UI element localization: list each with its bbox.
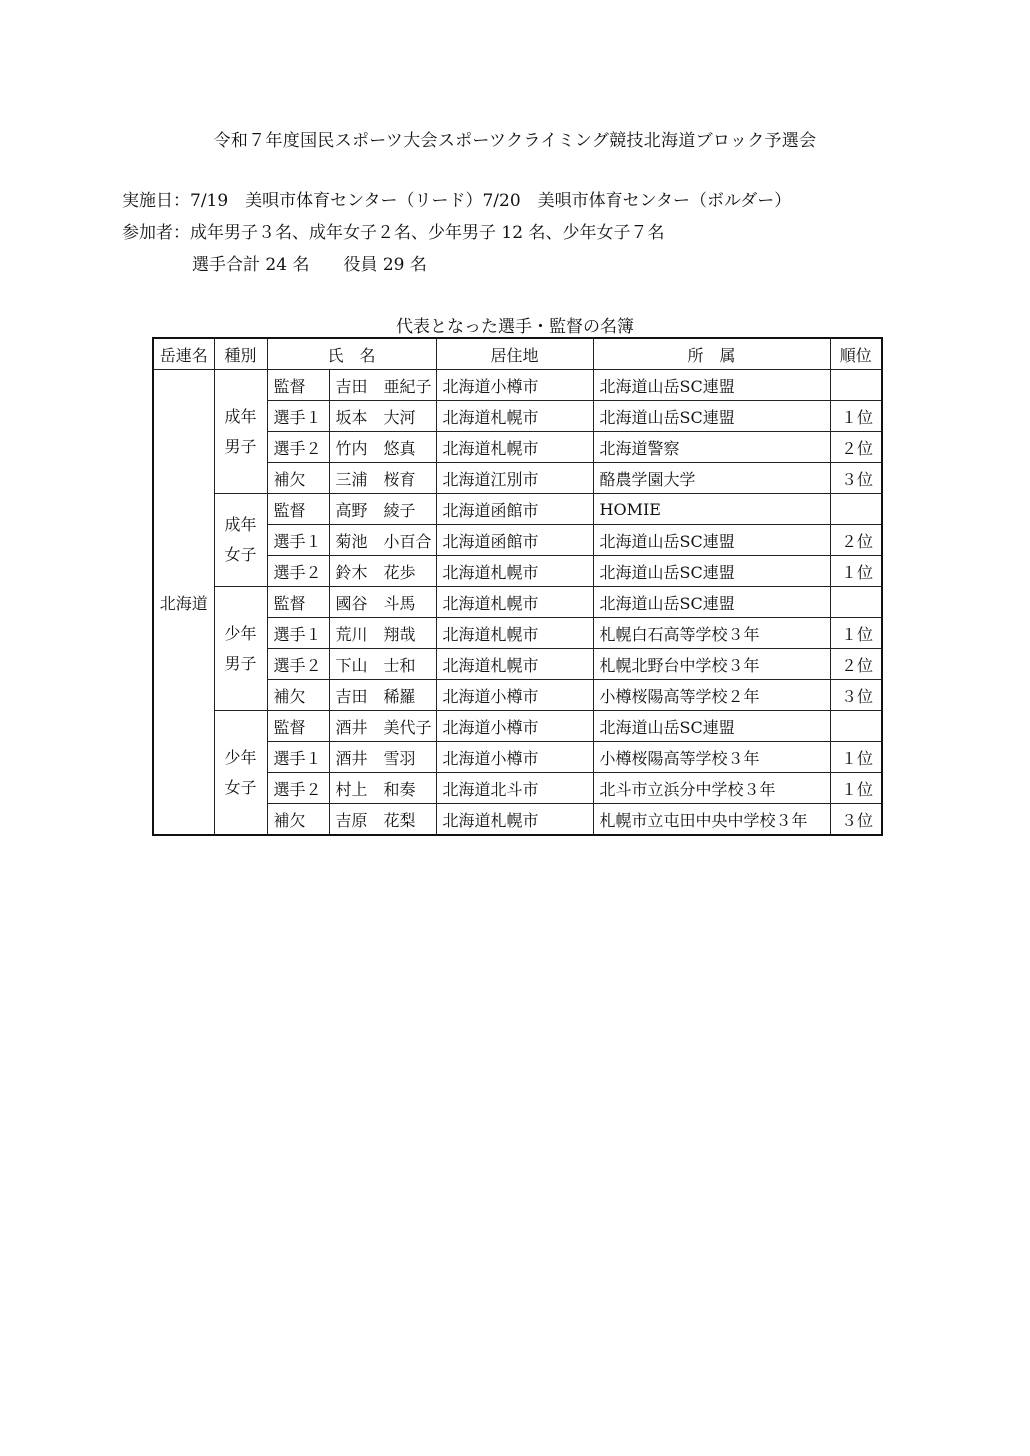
residence-cell: 北海道札幌市 — [436, 618, 593, 649]
residence-cell: 北海道北斗市 — [436, 773, 593, 804]
role-cell: 選手１ — [267, 401, 329, 432]
role-cell: 選手２ — [267, 773, 329, 804]
rank-cell: ２位 — [830, 432, 882, 463]
table-caption: 代表となった選手・監督の名簿 — [396, 317, 634, 337]
rank-cell — [830, 711, 882, 742]
table-row — [153, 587, 882, 618]
residence-cell: 北海道札幌市 — [436, 432, 593, 463]
name-cell: 下山 士和 — [329, 649, 436, 680]
residence-cell: 北海道函館市 — [436, 525, 593, 556]
rank-cell: ３位 — [830, 804, 882, 836]
rank-cell: １位 — [830, 742, 882, 773]
rank-cell: １位 — [830, 773, 882, 804]
category-line: 男子 — [224, 436, 257, 456]
residence-cell: 北海道小樽市 — [436, 711, 593, 742]
role-cell: 補欠 — [267, 804, 329, 836]
role-cell: 監督 — [267, 494, 329, 525]
header-affiliation: 所 属 — [593, 338, 830, 370]
rank-cell: ３位 — [830, 463, 882, 494]
name-cell: 酒井 雪羽 — [329, 742, 436, 773]
rank-cell: １位 — [830, 401, 882, 432]
affiliation-cell: 小樽桜陽高等学校２年 — [593, 680, 830, 711]
header-name: 氏 名 — [267, 338, 436, 370]
name-cell: 鈴木 花歩 — [329, 556, 436, 587]
affiliation-cell: 北海道山岳SC連盟 — [593, 370, 830, 401]
header-residence: 居住地 — [436, 338, 593, 370]
affiliation-cell: 北海道山岳SC連盟 — [593, 711, 830, 742]
role-cell: 監督 — [267, 587, 329, 618]
participants-totals: 選手合計 24 名 役員 29 名 — [192, 255, 427, 275]
name-cell: 菊池 小百合 — [329, 525, 436, 556]
residence-cell: 北海道小樽市 — [436, 370, 593, 401]
category-line: 少年 — [224, 623, 257, 643]
category-line: 女子 — [224, 777, 257, 797]
header-rank: 順位 — [830, 338, 882, 370]
rank-cell: １位 — [830, 556, 882, 587]
name-cell: 吉原 花梨 — [329, 804, 436, 836]
category-line: 成年 — [224, 515, 257, 534]
role-cell: 選手２ — [267, 649, 329, 680]
affiliation-cell: 札幌白石高等学校３年 — [593, 618, 830, 649]
name-cell: 坂本 大河 — [329, 401, 436, 432]
name-cell: 三浦 桜育 — [329, 463, 436, 494]
table-header-row — [153, 338, 882, 370]
residence-cell: 北海道札幌市 — [436, 401, 593, 432]
affiliation-cell: 札幌北野台中学校３年 — [593, 649, 830, 680]
role-cell: 監督 — [267, 711, 329, 742]
name-cell: 國谷 斗馬 — [329, 587, 436, 618]
category-cell — [214, 370, 267, 494]
event-dates-venues: 実施日：7/19 美唄市体育センター（リード）7/20 美唄市体育センター（ボルダー） — [122, 191, 792, 211]
header-category: 種別 — [214, 338, 267, 370]
affiliation-cell: 北海道山岳SC連盟 — [593, 401, 830, 432]
residence-cell: 北海道小樽市 — [436, 742, 593, 773]
role-cell: 補欠 — [267, 463, 329, 494]
role-cell: 選手１ — [267, 742, 329, 773]
affiliation-cell: 北斗市立浜分中学校３年 — [593, 773, 830, 804]
header-federation: 岳連名 — [153, 338, 214, 370]
role-cell: 選手２ — [267, 432, 329, 463]
affiliation-cell: 札幌市立屯田中央中学校３年 — [593, 804, 830, 836]
category-line: 成年 — [224, 406, 257, 426]
name-cell: 吉田 亜紀子 — [329, 370, 436, 401]
residence-cell: 北海道札幌市 — [436, 804, 593, 836]
table-row — [153, 370, 882, 401]
affiliation-cell: 小樽桜陽高等学校３年 — [593, 742, 830, 773]
category-line: 少年 — [224, 747, 257, 767]
name-cell: 高野 綾子 — [329, 494, 436, 525]
residence-cell: 北海道札幌市 — [436, 649, 593, 680]
role-cell: 補欠 — [267, 680, 329, 711]
residence-cell: 北海道小樽市 — [436, 680, 593, 711]
rank-cell: ２位 — [830, 649, 882, 680]
name-cell: 酒井 美代子 — [329, 711, 436, 742]
role-cell: 選手２ — [267, 556, 329, 587]
document-title: 令和７年度国民スポーツ大会スポーツクライミング競技北海道ブロック予選会 — [213, 131, 817, 151]
category-cell — [214, 711, 267, 836]
category-line: 男子 — [224, 653, 257, 673]
name-cell: 荒川 翔哉 — [329, 618, 436, 649]
category-line: 女子 — [224, 545, 257, 564]
rank-cell — [830, 494, 882, 525]
role-cell: 監督 — [267, 370, 329, 401]
affiliation-cell: 酪農学園大学 — [593, 463, 830, 494]
affiliation-cell: HOMIE — [593, 494, 830, 525]
role-cell: 選手１ — [267, 618, 329, 649]
role-cell: 選手１ — [267, 525, 329, 556]
name-cell: 吉田 稀羅 — [329, 680, 436, 711]
affiliation-cell: 北海道山岳SC連盟 — [593, 587, 830, 618]
table-row — [153, 711, 882, 742]
residence-cell: 北海道函館市 — [436, 494, 593, 525]
residence-cell: 北海道江別市 — [436, 463, 593, 494]
rank-cell: ２位 — [830, 525, 882, 556]
category-cell — [214, 494, 267, 587]
affiliation-cell: 北海道山岳SC連盟 — [593, 525, 830, 556]
name-cell: 竹内 悠真 — [329, 432, 436, 463]
category-cell — [214, 587, 267, 711]
name-cell: 村上 和奏 — [329, 773, 436, 804]
rank-cell: ３位 — [830, 680, 882, 711]
table-row — [153, 494, 882, 525]
roster-table — [152, 337, 883, 836]
affiliation-cell: 北海道警察 — [593, 432, 830, 463]
residence-cell: 北海道札幌市 — [436, 587, 593, 618]
affiliation-cell: 北海道山岳SC連盟 — [593, 556, 830, 587]
rank-cell — [830, 587, 882, 618]
rank-cell — [830, 370, 882, 401]
rank-cell: １位 — [830, 618, 882, 649]
residence-cell: 北海道札幌市 — [436, 556, 593, 587]
federation-cell: 北海道 — [153, 370, 214, 836]
participants-breakdown: 参加者：成年男子３名、成年女子２名、少年男子 12 名、少年女子７名 — [122, 223, 665, 243]
